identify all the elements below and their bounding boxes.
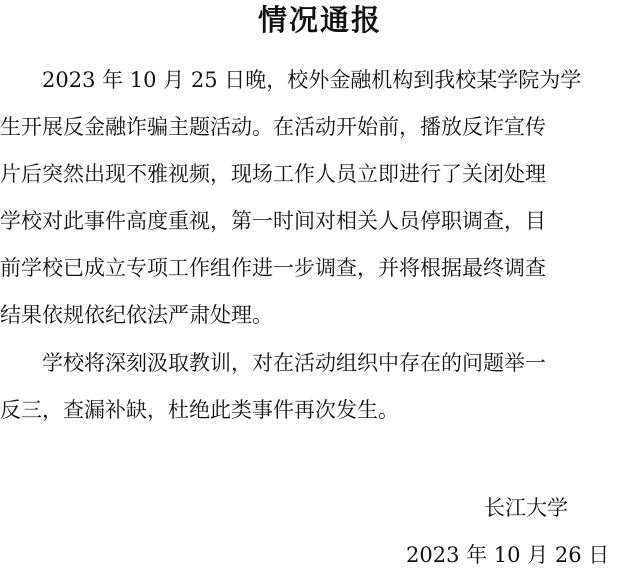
notice-title: 情况通报 — [257, 3, 382, 37]
paragraph-line: 片后突然出现不雅视频，现场工作人员立即进行了关闭处理 — [0, 162, 546, 186]
paragraph-line: 2023 年 10 月 25 日晚，校外金融机构到我校某学院为学 — [0, 68, 582, 92]
paragraph-line: 生开展反金融诈骗主题活动。在活动开始前，播放反诈宣传 — [0, 115, 546, 139]
paragraph-line: 前学校已成立专项工作组作进一步调查，并将根据最终调查 — [0, 256, 546, 280]
paragraph-line: 结果依规依纪依法严肃处理。 — [0, 303, 273, 327]
paragraph-line: 学校对此事件高度重视，第一时间对相关人员停职调查，目 — [0, 209, 546, 233]
signature-org: 长江大学 — [484, 496, 568, 520]
paragraph-line: 学校将深刻汲取教训，对在活动组织中存在的问题举一 — [0, 351, 546, 375]
signature-date: 2023 年 10 月 26 日 — [406, 543, 610, 567]
paragraph-line: 反三，查漏补缺，杜绝此类事件再次发生。 — [0, 398, 399, 422]
